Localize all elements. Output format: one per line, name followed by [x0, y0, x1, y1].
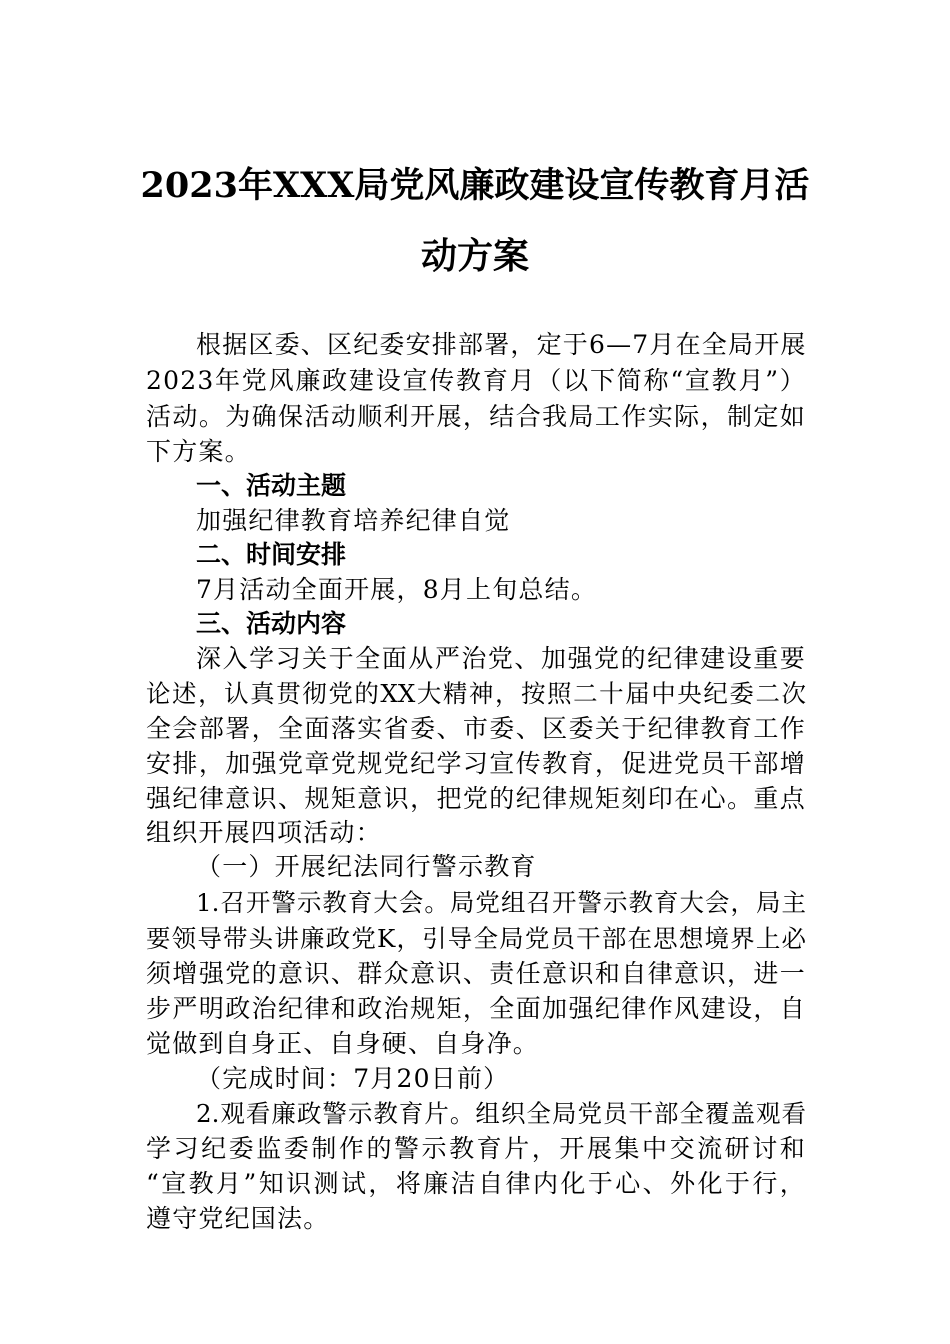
intro-line-4: 下方案。: [146, 437, 251, 466]
section-3-line-6: 组织开展四项活动：: [146, 818, 382, 847]
section-3-line-1: 深入学习关于全面从严治党、加强党的纪律建设重要: [196, 644, 806, 673]
item-2-line-2: 学习纪委监委制作的警示教育片，开展集中交流研讨和: [146, 1134, 806, 1163]
item-1-line-4: 步严明政治纪律和政治规矩，全面加强纪律作风建设，自: [146, 994, 806, 1023]
document-title-line-2: 动方案: [420, 235, 529, 277]
item-2-line-1: 2.观看廉政警示教育片。组织全局党员干部全覆盖观看: [196, 1099, 806, 1128]
section-2-text: 7月活动全面开展，8月上旬总结。: [196, 575, 598, 604]
intro-line-3: 活动。为确保活动顺利开展，结合我局工作实际，制定如: [146, 402, 806, 431]
item-2-line-3: “宣教月”知识测试，将廉洁自律内化于心、外化于行，: [146, 1169, 806, 1198]
section-3-line-4: 安排，加强党章党规党纪学习宣传教育，促进党员干部增: [146, 749, 806, 778]
item-1-line-1: 1.召开警示教育大会。局党组召开警示教育大会，局主: [196, 888, 806, 917]
document-title-line-1: 2023年XXX局党风廉政建设宣传教育月活: [140, 165, 810, 206]
section-1-heading: 一、活动主题: [196, 471, 347, 500]
section-3-line-2: 论述，认真贯彻党的XX大精神，按照二十届中央纪委二次: [146, 679, 806, 708]
item-1-line-2: 要领导带头讲廉政党K，引导全局党员干部在思想境界上必: [146, 924, 806, 953]
item-1-line-5: 觉做到自身正、自身硬、自身净。: [146, 1029, 540, 1058]
section-3-line-5: 强纪律意识、规矩意识，把党的纪律规矩刻印在心。重点: [146, 784, 806, 813]
section-3-heading: 三、活动内容: [196, 609, 347, 638]
item-1-deadline: （完成时间：7月20日前）: [196, 1064, 510, 1093]
item-2-line-4: 遵守党纪国法。: [146, 1204, 330, 1233]
item-1-line-3: 须增强党的意识、群众意识、责任意识和自律意识，进一: [146, 959, 806, 988]
section-3-line-3: 全会部署，全面落实省委、市委、区委关于纪律教育工作: [146, 714, 806, 743]
section-1-text: 加强纪律教育培养纪律自觉: [196, 506, 511, 535]
intro-line-1: 根据区委、区纪委安排部署，定于6—7月在全局开展: [196, 330, 807, 359]
section-2-heading: 二、时间安排: [196, 540, 347, 569]
subsection-1-heading: （一）开展纪法同行警示教育: [196, 852, 537, 881]
intro-line-2: 2023年党风廉政建设宣传教育月（以下简称“宣教月”）: [146, 366, 806, 395]
